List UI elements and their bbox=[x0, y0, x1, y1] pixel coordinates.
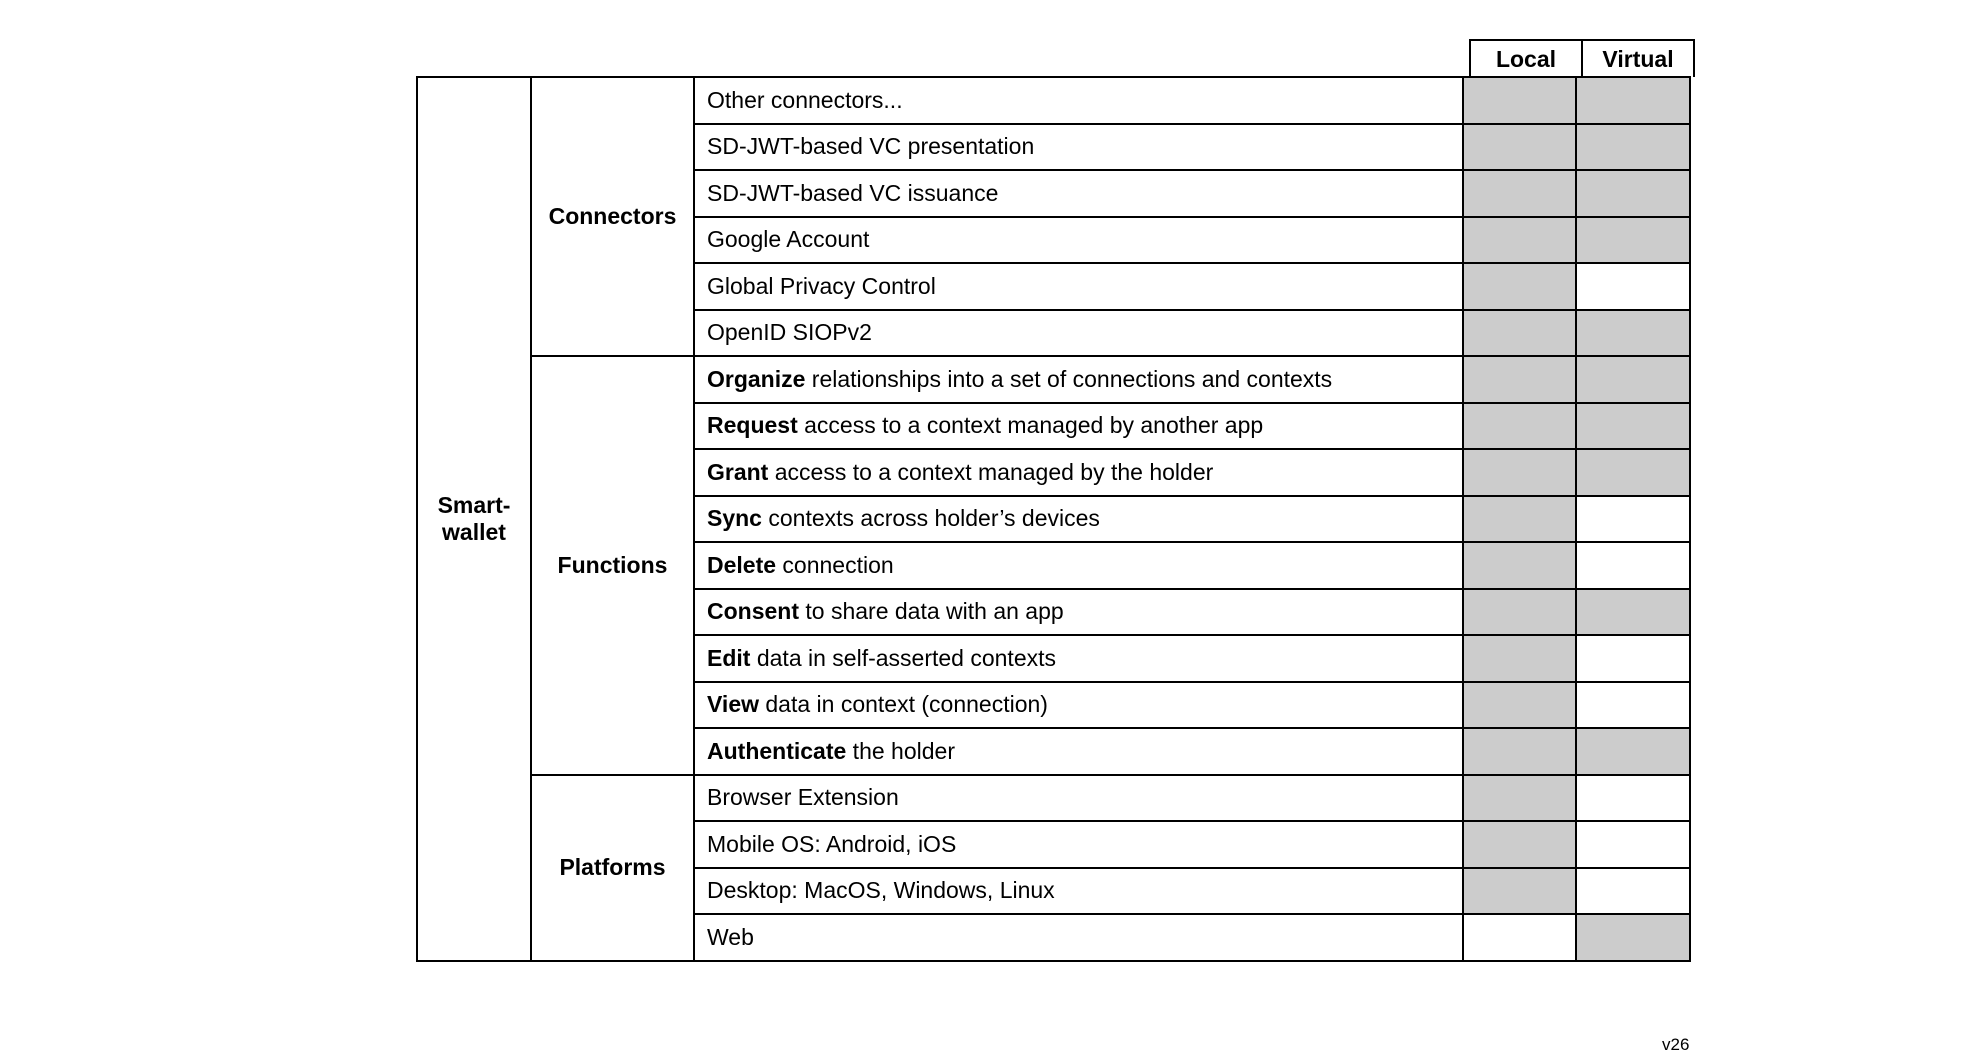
column-header-local: Local bbox=[1469, 39, 1583, 77]
feature-verb: Authenticate bbox=[707, 737, 847, 764]
local-support-cell bbox=[1463, 635, 1576, 682]
local-support-cell bbox=[1463, 356, 1576, 403]
local-support-cell bbox=[1463, 263, 1576, 310]
local-support-cell bbox=[1463, 403, 1576, 450]
feature-text: Browser Extension bbox=[707, 784, 899, 811]
virtual-support-cell bbox=[1576, 775, 1690, 822]
feature-text: Mobile OS: Android, iOS bbox=[707, 830, 957, 857]
feature-text: SD-JWT-based VC issuance bbox=[707, 179, 999, 206]
local-support-cell bbox=[1463, 217, 1576, 264]
feature-cell bbox=[694, 868, 1463, 915]
feature-cell bbox=[694, 821, 1463, 868]
local-support-cell bbox=[1463, 914, 1576, 961]
virtual-support-cell bbox=[1576, 635, 1690, 682]
root-label: Smart- wallet bbox=[417, 77, 531, 961]
virtual-support-cell bbox=[1576, 449, 1690, 496]
feature-cell bbox=[694, 403, 1463, 450]
matrix-row bbox=[417, 775, 1690, 822]
virtual-support-cell bbox=[1576, 914, 1690, 961]
local-support-cell bbox=[1463, 775, 1576, 822]
feature-text: relationships into a set of connections and contexts bbox=[805, 365, 1333, 392]
feature-text: access to a context managed by another app bbox=[797, 412, 1264, 439]
local-support-cell bbox=[1463, 124, 1576, 171]
column-header-virtual: Virtual bbox=[1581, 39, 1695, 77]
feature-verb: Grant bbox=[707, 458, 769, 485]
group-label-connectors: Connectors bbox=[531, 77, 694, 356]
feature-cell bbox=[694, 310, 1463, 357]
feature-text: OpenID SIOPv2 bbox=[707, 319, 872, 346]
virtual-support-cell bbox=[1576, 77, 1690, 124]
virtual-support-cell bbox=[1576, 263, 1690, 310]
local-support-cell bbox=[1463, 496, 1576, 543]
feature-verb: Sync bbox=[707, 505, 762, 532]
feature-cell bbox=[694, 170, 1463, 217]
feature-text: Web bbox=[707, 923, 754, 950]
virtual-support-cell bbox=[1576, 356, 1690, 403]
feature-cell bbox=[694, 589, 1463, 636]
local-support-cell bbox=[1463, 821, 1576, 868]
feature-cell bbox=[694, 635, 1463, 682]
feature-cell bbox=[694, 682, 1463, 729]
virtual-support-cell bbox=[1576, 217, 1690, 264]
feature-verb: Organize bbox=[707, 365, 806, 392]
matrix-row bbox=[417, 356, 1690, 403]
local-support-cell bbox=[1463, 682, 1576, 729]
feature-text: Desktop: MacOS, Windows, Linux bbox=[707, 877, 1055, 904]
feature-text: Global Privacy Control bbox=[707, 272, 936, 299]
local-support-cell bbox=[1463, 542, 1576, 589]
feature-text: data in self-asserted contexts bbox=[750, 644, 1057, 671]
virtual-support-cell bbox=[1576, 821, 1690, 868]
feature-cell bbox=[694, 449, 1463, 496]
local-support-cell bbox=[1463, 310, 1576, 357]
feature-verb: Consent bbox=[707, 598, 799, 625]
virtual-support-cell bbox=[1576, 542, 1690, 589]
matrix-table bbox=[416, 76, 1691, 962]
group-label-platforms: Platforms bbox=[531, 775, 694, 961]
feature-text: the holder bbox=[846, 737, 955, 764]
virtual-support-cell bbox=[1576, 682, 1690, 729]
feature-text: connection bbox=[776, 551, 894, 578]
feature-verb: Request bbox=[707, 412, 798, 439]
version-label: v26 bbox=[1662, 1035, 1690, 1054]
virtual-support-cell bbox=[1576, 403, 1690, 450]
feature-cell bbox=[694, 914, 1463, 961]
feature-text: SD-JWT-based VC presentation bbox=[707, 133, 1035, 160]
feature-text: access to a context managed by the holder bbox=[768, 458, 1214, 485]
local-support-cell bbox=[1463, 589, 1576, 636]
feature-text: data in context (connection) bbox=[759, 691, 1048, 718]
virtual-support-cell bbox=[1576, 728, 1690, 775]
feature-text: to share data with an app bbox=[799, 598, 1064, 625]
feature-cell bbox=[694, 542, 1463, 589]
matrix-row bbox=[417, 77, 1690, 124]
feature-cell bbox=[694, 77, 1463, 124]
feature-verb: Delete bbox=[707, 551, 777, 578]
feature-cell bbox=[694, 496, 1463, 543]
feature-verb: View bbox=[707, 691, 759, 718]
virtual-support-cell bbox=[1576, 589, 1690, 636]
virtual-support-cell bbox=[1576, 310, 1690, 357]
feature-cell bbox=[694, 263, 1463, 310]
virtual-support-cell bbox=[1576, 496, 1690, 543]
local-support-cell bbox=[1463, 170, 1576, 217]
feature-cell bbox=[694, 217, 1463, 264]
virtual-support-cell bbox=[1576, 868, 1690, 915]
feature-verb: Edit bbox=[707, 644, 751, 671]
virtual-support-cell bbox=[1576, 170, 1690, 217]
virtual-support-cell bbox=[1576, 124, 1690, 171]
local-support-cell bbox=[1463, 868, 1576, 915]
feature-text: Google Account bbox=[707, 226, 870, 253]
local-support-cell bbox=[1463, 449, 1576, 496]
local-support-cell bbox=[1463, 77, 1576, 124]
group-label-functions: Functions bbox=[531, 356, 694, 775]
local-support-cell bbox=[1463, 728, 1576, 775]
feature-cell bbox=[694, 356, 1463, 403]
feature-cell bbox=[694, 775, 1463, 822]
feature-cell bbox=[694, 124, 1463, 171]
feature-text: Other connectors... bbox=[707, 86, 903, 113]
feature-text: contexts across holder’s devices bbox=[761, 505, 1100, 532]
feature-cell bbox=[694, 728, 1463, 775]
